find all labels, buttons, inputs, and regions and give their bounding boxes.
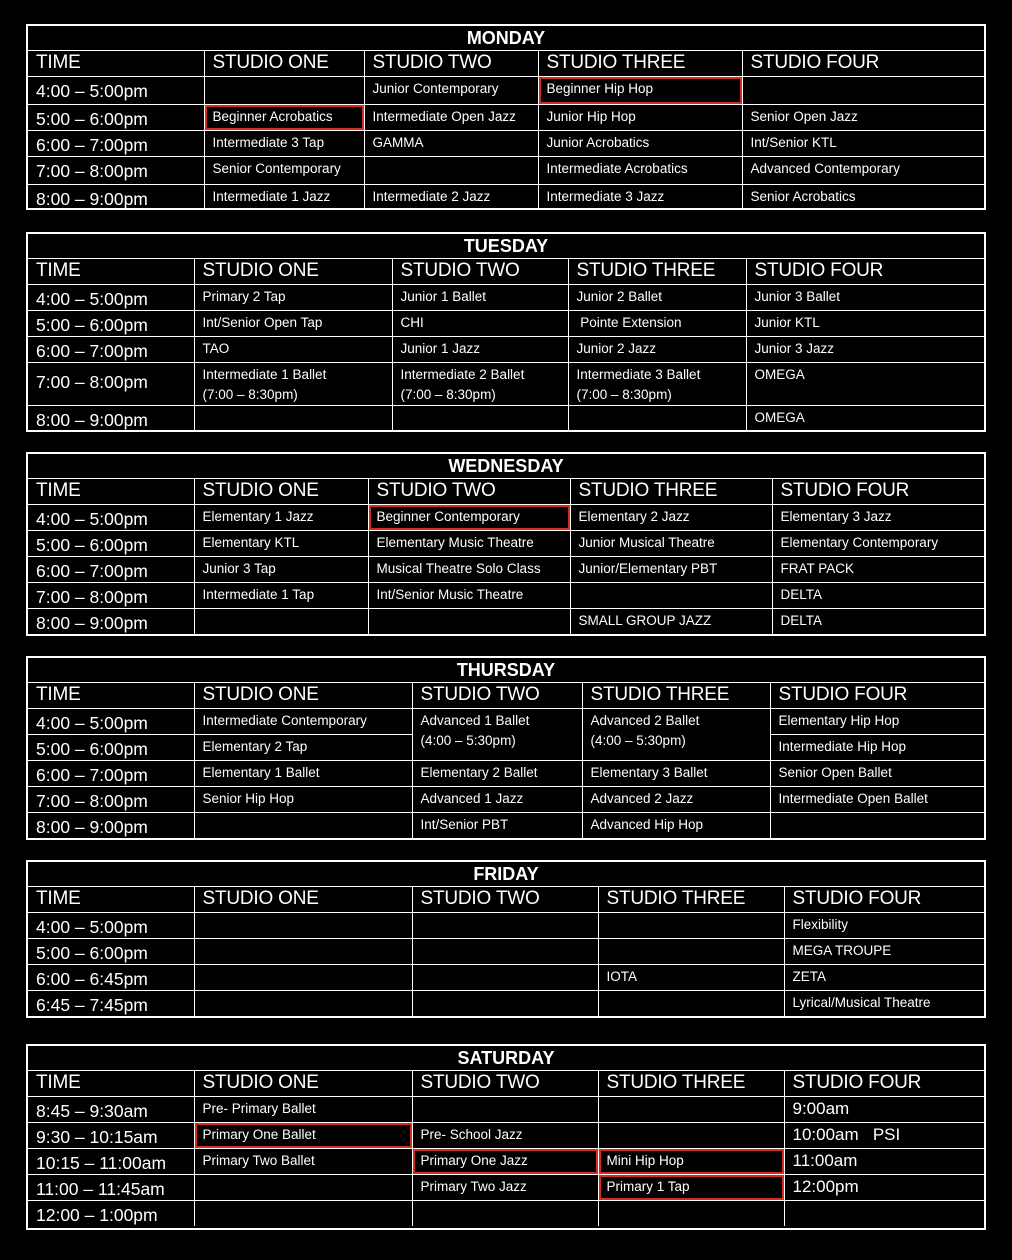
class-cell: Junior 3 Tap [194,557,368,583]
class-cell: Elementary Hip Hop [770,709,984,735]
class-cell [194,1175,412,1201]
class-cell: Junior 3 Jazz [746,337,984,363]
class-cell-highlighted: Beginner Acrobatics [204,105,364,131]
class-cell: Senior Open Jazz [742,105,984,131]
class-cell: Elementary 2 Ballet [412,761,582,787]
time-cell: 7:00 – 8:00pm [28,157,204,185]
friday-schedule [26,860,986,1018]
class-cell: Int/Senior PBT [412,813,582,839]
class-cell: Elementary 2 Tap [194,735,412,761]
class-cell: 9:00am [784,1097,984,1123]
class-cell: Elementary Music Theatre [368,531,570,557]
class-cell: DELTA [772,609,984,635]
class-cell: Junior Contemporary [364,77,538,105]
class-cell: GAMMA [364,131,538,157]
class-cell [194,1201,412,1227]
day-title: TUESDAY [28,234,984,259]
class-cell [364,157,538,185]
class-cell: Advanced Contemporary [742,157,984,185]
class-cell [412,1097,598,1123]
class-cell [412,965,598,991]
class-cell: Int/Senior KTL [742,131,984,157]
tuesday-schedule [26,232,986,432]
class-cell [568,406,746,432]
time-cell: 4:00 – 5:00pm [28,913,194,939]
class-cell: OMEGA [746,363,984,406]
class-cell [412,939,598,965]
class-cell: Elementary 2 Jazz [570,505,772,531]
column-header-time: TIME [28,51,204,77]
class-cell [412,1201,598,1227]
column-header-studio-two: STUDIO TWO [364,51,538,77]
class-cell: Elementary 1 Jazz [194,505,368,531]
time-cell: 5:00 – 6:00pm [28,735,194,761]
class-cell [194,609,368,635]
class-cell: Junior 2 Jazz [568,337,746,363]
class-cell-highlighted: Mini Hip Hop [598,1149,784,1175]
class-cell: Intermediate Open Ballet [770,787,984,813]
class-cell: Elementary Contemporary [772,531,984,557]
column-header-studio-four: STUDIO FOUR [784,887,984,913]
class-cell: Elementary KTL [194,531,368,557]
column-header-time: TIME [28,887,194,913]
time-cell: 8:45 – 9:30am [28,1097,194,1123]
class-cell: Primary Two Ballet [194,1149,412,1175]
time-cell: 6:00 – 7:00pm [28,337,194,363]
class-cell: DELTA [772,583,984,609]
class-cell: FRAT PACK [772,557,984,583]
class-cell-highlighted: Primary 1 Tap [598,1175,784,1201]
class-cell: Advanced 2 Jazz [582,787,770,813]
class-cell-highlighted: Primary One Ballet [194,1123,412,1149]
class-duration: (7:00 – 8:30pm) [576,387,672,402]
class-cell: Int/Senior Open Tap [194,311,392,337]
class-cell-highlighted: Primary One Jazz [412,1149,598,1175]
time-cell: 4:00 – 5:00pm [28,505,194,531]
time-cell: 6:00 – 7:00pm [28,131,204,157]
day-title: MONDAY [28,26,984,51]
saturday-schedule [26,1044,986,1230]
column-header-studio-three: STUDIO THREE [568,259,746,285]
class-cell: OMEGA [746,406,984,432]
day-title: FRIDAY [28,862,984,887]
column-header-studio-two: STUDIO TWO [392,259,568,285]
wednesday-schedule [26,452,986,636]
class-cell: Elementary 1 Ballet [194,761,412,787]
class-cell: CHI [392,311,568,337]
time-cell: 7:00 – 8:00pm [28,583,194,609]
class-cell: Advanced 1 Jazz [412,787,582,813]
class-cell [598,913,784,939]
class-cell: Junior/Elementary PBT [570,557,772,583]
time-cell: 9:30 – 10:15am [28,1123,194,1149]
class-cell [204,77,364,105]
time-cell: 6:45 – 7:45pm [28,991,194,1017]
class-cell [784,1201,984,1227]
column-header-studio-three: STUDIO THREE [538,51,742,77]
class-cell [194,991,412,1017]
class-duration: (7:00 – 8:30pm) [400,387,496,402]
column-header-studio-one: STUDIO ONE [204,51,364,77]
time-cell: 12:00 – 1:00pm [28,1201,194,1227]
class-duration: (4:00 – 5:30pm) [590,733,686,748]
class-cell [598,1097,784,1123]
time-cell: 7:00 – 8:00pm [28,363,194,406]
column-header-studio-three: STUDIO THREE [570,479,772,505]
column-header-studio-one: STUDIO ONE [194,1071,412,1097]
class-cell: Junior KTL [746,311,984,337]
class-cell [392,406,568,432]
class-duration: (7:00 – 8:30pm) [202,387,298,402]
class-cell: Int/Senior Music Theatre [368,583,570,609]
time-cell: 8:00 – 9:00pm [28,609,194,635]
class-name: Advanced 1 Ballet [420,713,530,728]
column-header-studio-three: STUDIO THREE [598,1071,784,1097]
time-cell: 5:00 – 6:00pm [28,531,194,557]
class-cell: Intermediate 3 Jazz [538,185,742,211]
class-name: Intermediate 2 Ballet [400,367,525,382]
class-cell: Junior Musical Theatre [570,531,772,557]
class-duration: (4:00 – 5:30pm) [420,733,516,748]
class-cell [770,813,984,839]
class-cell [582,709,770,761]
column-header-time: TIME [28,479,194,505]
class-cell: 11:00am [784,1149,984,1175]
class-cell-highlighted: Beginner Contemporary [368,505,570,531]
class-cell [412,913,598,939]
class-cell: TAO [194,337,392,363]
class-cell: Primary Two Jazz [412,1175,598,1201]
class-cell: Elementary 3 Ballet [582,761,770,787]
class-cell: 10:00am PSI [784,1123,984,1149]
class-cell [392,363,568,406]
column-header-studio-four: STUDIO FOUR [746,259,984,285]
monday-schedule [26,24,986,210]
class-cell: Intermediate 1 Jazz [204,185,364,211]
class-cell: Junior Acrobatics [538,131,742,157]
column-header-studio-four: STUDIO FOUR [770,683,984,709]
class-cell: Pointe Extension [568,311,746,337]
class-cell: 12:00pm [784,1175,984,1201]
class-cell [742,77,984,105]
class-cell [194,965,412,991]
class-cell: Intermediate 3 Tap [204,131,364,157]
class-name: Advanced 2 Ballet [590,713,700,728]
class-cell: Junior 3 Ballet [746,285,984,311]
class-cell [598,991,784,1017]
day-title: SATURDAY [28,1046,984,1071]
class-cell: Primary 2 Tap [194,285,392,311]
time-cell: 5:00 – 6:00pm [28,105,204,131]
class-cell [568,363,746,406]
time-cell: 4:00 – 5:00pm [28,709,194,735]
class-cell: Lyrical/Musical Theatre [784,991,984,1017]
time-cell: 6:00 – 6:45pm [28,965,194,991]
class-cell: Intermediate Acrobatics [538,157,742,185]
day-title: THURSDAY [28,658,984,683]
time-cell: 6:00 – 7:00pm [28,761,194,787]
class-name: Intermediate 3 Ballet [576,367,701,382]
class-cell [194,939,412,965]
class-cell: Intermediate Open Jazz [364,105,538,131]
time-cell: 8:00 – 9:00pm [28,813,194,839]
class-cell [412,709,582,761]
column-header-studio-four: STUDIO FOUR [742,51,984,77]
class-cell [412,991,598,1017]
time-cell: 4:00 – 5:00pm [28,77,204,105]
column-header-time: TIME [28,259,194,285]
column-header-studio-one: STUDIO ONE [194,259,392,285]
class-cell: Junior Hip Hop [538,105,742,131]
column-header-studio-two: STUDIO TWO [412,1071,598,1097]
time-cell: 5:00 – 6:00pm [28,939,194,965]
class-name: Intermediate 1 Ballet [202,367,327,382]
column-header-time: TIME [28,683,194,709]
class-cell: Flexibility [784,913,984,939]
class-cell: SMALL GROUP JAZZ [570,609,772,635]
time-cell: 8:00 – 9:00pm [28,185,204,211]
class-cell: IOTA [598,965,784,991]
time-cell: 11:00 – 11:45am [28,1175,194,1201]
column-header-studio-one: STUDIO ONE [194,683,412,709]
class-cell [194,406,392,432]
column-header-studio-four: STUDIO FOUR [784,1071,984,1097]
class-cell: Junior 1 Ballet [392,285,568,311]
time-cell: 5:00 – 6:00pm [28,311,194,337]
column-header-studio-two: STUDIO TWO [368,479,570,505]
class-cell: Senior Contemporary [204,157,364,185]
class-cell: Intermediate Contemporary [194,709,412,735]
time-cell: 6:00 – 7:00pm [28,557,194,583]
column-header-studio-two: STUDIO TWO [412,887,598,913]
time-cell: 8:00 – 9:00pm [28,406,194,432]
class-cell [194,813,412,839]
column-header-studio-one: STUDIO ONE [194,479,368,505]
class-cell: Senior Acrobatics [742,185,984,211]
class-cell-highlighted: Beginner Hip Hop [538,77,742,105]
time-cell: 10:15 – 11:00am [28,1149,194,1175]
class-cell: Pre- Primary Ballet [194,1097,412,1123]
column-header-studio-three: STUDIO THREE [582,683,770,709]
class-cell [368,609,570,635]
class-cell: Senior Open Ballet [770,761,984,787]
class-cell [598,1201,784,1227]
class-cell: Elementary 3 Jazz [772,505,984,531]
time-cell: 4:00 – 5:00pm [28,285,194,311]
class-cell: Pre- School Jazz [412,1123,598,1149]
time-cell: 7:00 – 8:00pm [28,787,194,813]
class-cell: ZETA [784,965,984,991]
class-cell: Senior Hip Hop [194,787,412,813]
class-cell [598,1123,784,1149]
class-cell [194,913,412,939]
class-cell: Junior 1 Jazz [392,337,568,363]
column-header-studio-four: STUDIO FOUR [772,479,984,505]
class-cell: Musical Theatre Solo Class [368,557,570,583]
class-cell: Junior 2 Ballet [568,285,746,311]
class-cell [598,939,784,965]
column-header-studio-two: STUDIO TWO [412,683,582,709]
class-cell [570,583,772,609]
class-cell: Advanced Hip Hop [582,813,770,839]
day-title: WEDNESDAY [28,454,984,479]
class-cell: Intermediate Hip Hop [770,735,984,761]
class-cell: Intermediate 2 Jazz [364,185,538,211]
column-header-time: TIME [28,1071,194,1097]
thursday-schedule [26,656,986,840]
column-header-studio-three: STUDIO THREE [598,887,784,913]
class-cell: Intermediate 1 Tap [194,583,368,609]
class-cell: MEGA TROUPE [784,939,984,965]
class-cell [194,363,392,406]
column-header-studio-one: STUDIO ONE [194,887,412,913]
